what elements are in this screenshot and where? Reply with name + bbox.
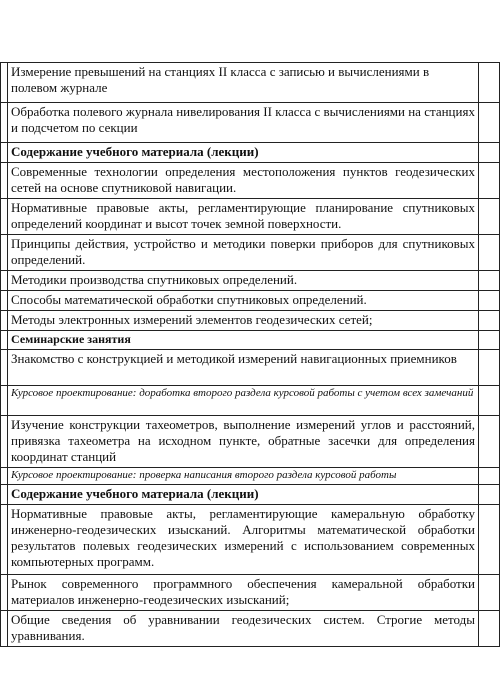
table-row [1, 416, 500, 468]
row-text: Принципы действия, устройство и методики поверки приборов для спутниковых определений. [8, 235, 479, 271]
table-row [1, 331, 500, 350]
table-row [1, 143, 500, 163]
row-text: Курсовое проектирование: проверка написания второго раздела курсовой работы [8, 468, 479, 485]
section-heading: Содержание учебного материала (лекции) [8, 485, 479, 505]
row-text: Изучение конструкции тахеометров, выполнение измерений углов и расстояний, привязка тахеометра на исходном пункте, обратные засечки для определения координат станций [8, 416, 479, 468]
table-row [1, 103, 500, 143]
table-row [1, 386, 500, 416]
table-row [1, 611, 500, 647]
table-row [1, 163, 500, 199]
row-text: Общие сведения об уравнивании геодезических систем. Строгие методы уравнивания. [8, 611, 479, 647]
section-heading: Содержание учебного материала (лекции) [8, 143, 479, 163]
row-text: Рынок современного программного обеспечения камеральной обработки материалов инженерно-геодезических изысканий; [8, 575, 479, 611]
table-row [1, 63, 500, 103]
row-text: Обработка полевого журнала нивелирования II класса с вычислениями на станциях и подсчетом по секции [8, 103, 479, 143]
table-row [1, 350, 500, 386]
row-text: Методы электронных измерений элементов геодезических сетей; [8, 311, 479, 331]
table-row [1, 575, 500, 611]
row-text: Современные технологии определения местоположения пунктов геодезических сетей на основе спутниковой навигации. [8, 163, 479, 199]
row-text: Нормативные правовые акты, регламентирующие планирование спутниковых определений координат и высот точек земной поверхности. [8, 199, 479, 235]
table-row [1, 271, 500, 291]
curriculum-table [0, 62, 500, 647]
row-text: Курсовое проектирование: доработка второго раздела курсовой работы с учетом всех замечаний [8, 386, 479, 416]
table-row [1, 485, 500, 505]
row-text: Знакомство с конструкцией и методикой измерений навигационных приемников [8, 350, 479, 386]
table-row [1, 468, 500, 485]
table-row [1, 235, 500, 271]
row-text: Нормативные правовые акты, регламентирующие камеральную обработку инженерно-геодезических изысканий. Алгоритмы математической обработки результатов полевых геодезических измерений с использованием современных компьютерных программ. [8, 505, 479, 575]
table-row [1, 291, 500, 311]
table-row [1, 505, 500, 575]
section-heading: Семинарские занятия [8, 331, 479, 350]
row-text: Способы математической обработки спутниковых определений. [8, 291, 479, 311]
curriculum-table-page [0, 62, 500, 647]
row-text: Методики производства спутниковых определений. [8, 271, 479, 291]
table-row [1, 199, 500, 235]
row-text: Измерение превышений на станциях II класса с записью и вычислениями в полевом журнале [8, 63, 479, 103]
table-row [1, 311, 500, 331]
